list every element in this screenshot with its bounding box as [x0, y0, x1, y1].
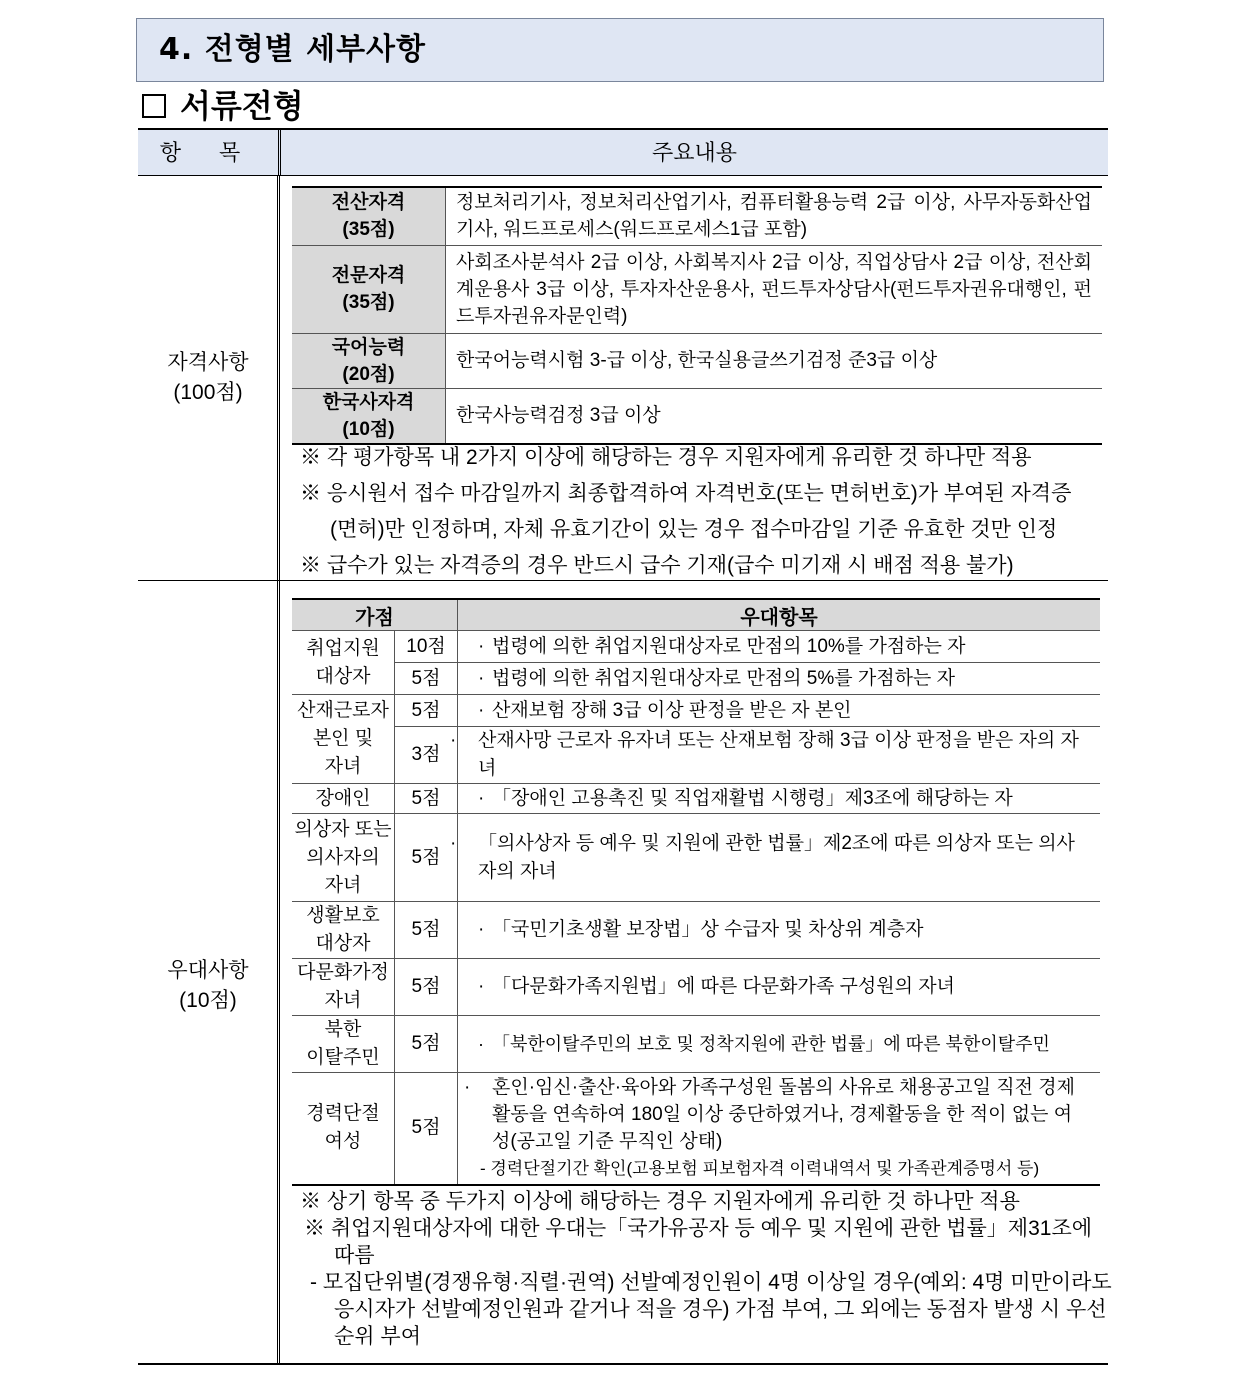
qualification-note: ※ 급수가 있는 자격증의 경우 반드시 급수 기재(급수 미기재 시 배점 적용 불가) — [300, 554, 1014, 577]
pref-points: 5점 — [395, 959, 458, 1016]
header-item: 항 목 — [159, 140, 257, 165]
table-bottom — [138, 1363, 1108, 1365]
pref-item: · 혼인·임신·출산·육아와 가족구성원 돌봄의 사유로 채용공고일 직전 경제활동을 연속하여 180일 이상 중단하였거나, 경제활동을 한 적이 없는 여성(공고일 기준 무직인 상태) - 경력단절기간 확인(고용보험 피보험자격 이력내역서 및 가족관계증명서 등) — [458, 1073, 1101, 1185]
pref-item: · 「의사상자 등 예우 및 지원에 관한 법률」제2조에 따른 의상자 또는 의사자의 자녀 — [458, 814, 1101, 902]
table-row — [292, 695, 1100, 727]
qualification-note: ※ 각 평가항목 내 2가지 이상에 해당하는 경우 지원자에게 유리한 것 하나만 적용 — [300, 446, 1032, 469]
table-row — [292, 1016, 1100, 1073]
pref-category: 장애인 — [292, 784, 395, 814]
qual-desc: 사회조사분석사 2급 이상, 사회복지사 2급 이상, 직업상담사 2급 이상, 전산회계운용사 3급 이상, 투자자산운용사, 펀드투자상담사(펀드투자권유대행인, 펀드투자권유자문인력) — [446, 245, 1103, 333]
pref-item: · 법령에 의한 취업지원대상자로 만점의 10%를 가점하는 자 — [458, 631, 1101, 663]
qual-desc: 한국사능력검정 3급 이상 — [446, 388, 1103, 444]
qual-category: 전산자격 (35점) — [292, 187, 446, 245]
sub-heading — [142, 84, 304, 128]
preference-title: 우대사항 — [167, 959, 249, 982]
pref-points: 5점 — [395, 784, 458, 814]
pref-item: · 산재보험 장해 3급 이상 판정을 받은 자 본인 — [458, 695, 1101, 727]
table-row — [292, 333, 1102, 388]
pref-category: 산재근로자 본인 및 자녀 — [292, 695, 395, 784]
pref-points: 5점 — [395, 902, 458, 959]
qual-desc: 정보처리기사, 정보처리산업기사, 컴퓨터활용능력 2급 이상, 사무자동화산업기사, 워드프로세스(워드프로세스1급 포함) — [446, 187, 1103, 245]
preference-table — [292, 598, 1100, 1186]
pref-category: 경력단절 여성 — [292, 1073, 395, 1185]
table-row — [292, 663, 1100, 695]
table-row — [292, 631, 1100, 663]
qualification-label — [138, 348, 278, 408]
pref-points: 5점 — [395, 695, 458, 727]
qualification-note: (면허)만 인정하며, 자체 유효기간이 있는 경우 접수마감일 기준 유효한 것만 인정 — [330, 518, 1058, 541]
table-header — [138, 128, 1108, 176]
table-row — [292, 245, 1102, 333]
pref-item: · 산재사망 근로자 유자녀 또는 산재보험 장해 3급 이상 판정을 받은 자의 자녀 — [458, 727, 1101, 784]
pref-category: 북한 이탈주민 — [292, 1016, 395, 1073]
pref-item: · 법령에 의한 취업지원대상자로 만점의 5%를 가점하는 자 — [458, 663, 1101, 695]
preference-note: - 모집단위별(경쟁유형·직렬·권역) 선발예정인원이 4명 이상일 경우(예외: 4명 미만이라도 응시자가 선발예정인원과 같거나 적을 경우) 가점 부여, 그 외에는 동점자 발생 시 우선순위 부여 — [310, 1271, 1112, 1348]
qualification-points: (100점) — [173, 381, 243, 404]
qualification-table — [292, 186, 1102, 445]
preference-note: ※ 취업지원대상자에 대한 우대는「국가유공자 등 예우 및 지원에 관한 법률」제31조에 따름 — [304, 1217, 1093, 1267]
pref-category: 다문화가정 자녀 — [292, 959, 395, 1016]
preference-label — [138, 956, 278, 1016]
pref-category: 취업지원 대상자 — [292, 631, 395, 695]
pref-item: · 「북한이탈주민의 보호 및 정착지원에 관한 법률」에 따른 북한이탈주민 — [458, 1016, 1101, 1073]
qualification-note: ※ 응시원서 접수 마감일까지 최종합격하여 자격번호(또는 면허번호)가 부여된 자격증 — [300, 482, 1072, 505]
qual-category: 한국사자격 (10점) — [292, 388, 446, 444]
preference-note: ※ 상기 항목 중 두가지 이상에 해당하는 경우 지원자에게 유리한 것 하나만 적용 — [300, 1190, 1020, 1213]
qual-desc: 한국어능력시험 3-급 이상, 한국실용글쓰기검정 준3급 이상 — [446, 333, 1103, 388]
table-row — [292, 784, 1100, 814]
qual-category: 국어능력 (20점) — [292, 333, 446, 388]
sub-heading-text: 서류전형 — [180, 87, 304, 125]
header-items: 우대항목 — [458, 599, 1101, 631]
header-content: 주요내용 — [278, 130, 1108, 175]
pref-item-sub: - 경력단절기간 확인(고용보험 피보험자격 이력내역서 및 가족관계증명서 등) — [480, 1159, 1040, 1179]
pref-points: 5점 — [395, 663, 458, 695]
table-header-row — [292, 599, 1100, 631]
section-title: 4. 전형별 세부사항 — [136, 18, 1104, 82]
table-row — [292, 959, 1100, 1016]
header-points: 가점 — [292, 599, 458, 631]
qual-category: 전문자격 (35점) — [292, 245, 446, 333]
pref-item: · 「국민기초생활 보장법」상 수급자 및 차상위 계층자 — [458, 902, 1101, 959]
qualification-title: 자격사항 — [167, 351, 249, 374]
pref-category: 생활보호 대상자 — [292, 902, 395, 959]
pref-item: · 「다문화가족지원법」에 따른 다문화가족 구성원의 자녀 — [458, 959, 1101, 1016]
pref-points: 5점 — [395, 1073, 458, 1185]
pref-points: 3점 — [395, 727, 458, 784]
table-row — [292, 388, 1102, 444]
pref-category: 의상자 또는 의사자의 자녀 — [292, 814, 395, 902]
table-row — [292, 187, 1102, 245]
table-row — [292, 1073, 1100, 1185]
pref-item: · 「장애인 고용촉진 및 직업재활법 시행령」제3조에 해당하는 자 — [458, 784, 1101, 814]
pref-points: 5점 — [395, 814, 458, 902]
checkbox-icon — [142, 94, 166, 118]
table-row — [292, 814, 1100, 902]
preference-points: (10점) — [179, 989, 237, 1012]
pref-points: 10점 — [395, 631, 458, 663]
table-row — [292, 902, 1100, 959]
pref-points: 5점 — [395, 1016, 458, 1073]
table-row — [292, 727, 1100, 784]
